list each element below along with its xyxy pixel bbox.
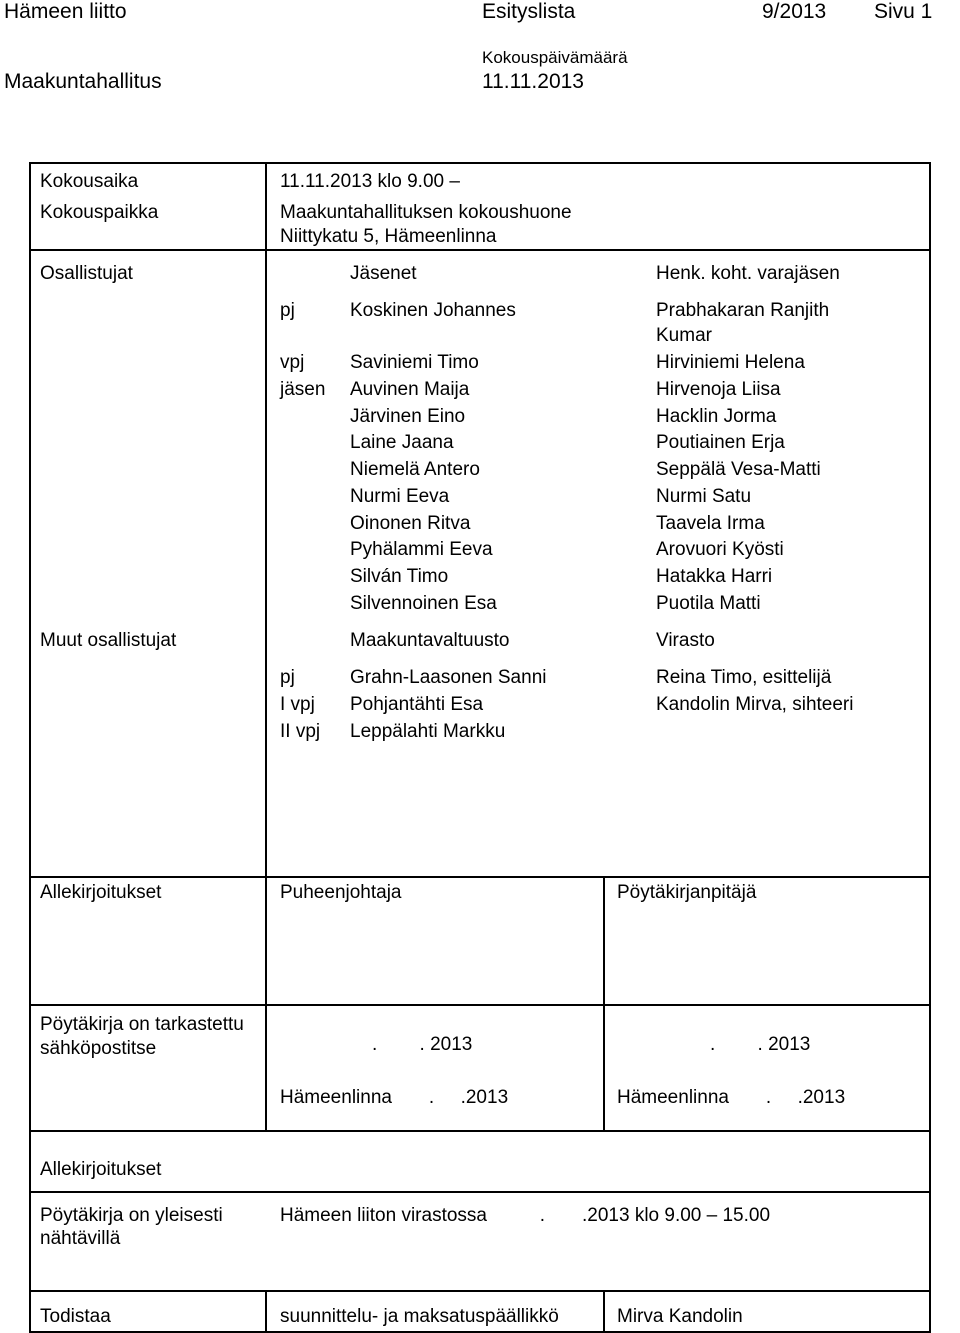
secretary-label: Pöytäkirjanpitäjä [617,882,757,903]
place-label: Kokouspaikka [40,202,159,223]
review-label-line2: sähköpostitse [40,1038,157,1059]
deputy-name: Seppälä Vesa-Matti [656,459,821,480]
role: vpj [280,352,305,373]
deputy-name: Hirvenoja Liisa [656,379,781,400]
member-name: Silván Timo [350,566,449,587]
deputy-name-cont: Kumar [656,325,712,346]
review-place-1: Hämeenlinna . .2013 [280,1087,509,1108]
others-label: Muut osallistujat [40,630,177,651]
council-name: Leppälahti Markku [350,721,506,742]
deputy-name: Arovuori Kyösti [656,539,784,560]
deputy-name: Hatakka Harri [656,566,773,587]
member-name: Laine Jaana [350,432,454,453]
member-name: Koskinen Johannes [350,300,516,321]
public-label-line2: nähtävillä [40,1228,121,1249]
certify-label: Todistaa [40,1306,111,1327]
member-name: Nurmi Eeva [350,486,450,507]
signatures-label-2: Allekirjoitukset [40,1159,162,1180]
meeting-date: 11.11.2013 [482,70,584,93]
member-name: Silvennoinen Esa [350,593,497,614]
time-value: 11.11.2013 klo 9.00 – [280,171,460,192]
office-header: Virasto [656,630,715,651]
body-name: Maakuntahallitus [4,70,162,93]
member-name: Auvinen Maija [350,379,470,400]
member-name: Pyhälammi Eeva [350,539,493,560]
certify-title: suunnittelu- ja maksatuspäällikkö [280,1306,559,1327]
review-date-2: . . 2013 [710,1034,811,1055]
council-name: Pohjantähti Esa [350,694,484,715]
review-date-1: . . 2013 [372,1034,473,1055]
deputy-name: Taavela Irma [656,513,765,534]
role: pj [280,300,295,321]
member-name: Järvinen Eino [350,406,466,427]
deputies-header: Henk. koht. varajäsen [656,263,840,284]
deputy-name: Puotila Matti [656,593,761,614]
member-name: Oinonen Ritva [350,513,471,534]
doc-type: Esityslista [482,0,576,23]
office-name: Reina Timo, esittelijä [656,667,832,688]
participants-label: Osallistujat [40,263,133,284]
council-name: Grahn-Laasonen Sanni [350,667,547,688]
org-name: Hämeen liitto [4,0,127,23]
role: I vpj [280,694,315,715]
signatures-label: Allekirjoitukset [40,882,162,903]
role: II vpj [280,721,321,742]
deputy-name: Hirviniemi Helena [656,352,805,373]
place-line1: Maakuntahallituksen kokoushuone [280,202,572,223]
role: pj [280,667,295,688]
member-name: Niemelä Antero [350,459,480,480]
public-value: Hämeen liiton virastossa . .2013 klo 9.00 – 15.00 [280,1205,771,1226]
deputy-name: Poutiainen Erja [656,432,785,453]
date-label: Kokouspäivämäärä [482,48,628,67]
time-label: Kokousaika [40,171,139,192]
chair-label: Puheenjohtaja [280,882,402,903]
public-label-line1: Pöytäkirja on yleisesti [40,1205,223,1226]
member-name: Saviniemi Timo [350,352,479,373]
office-name: Kandolin Mirva, sihteeri [656,694,854,715]
role: jäsen [280,379,326,400]
deputy-name: Hacklin Jorma [656,406,777,427]
members-header: Jäsenet [350,263,417,284]
deputy-name: Nurmi Satu [656,486,752,507]
council-header: Maakuntavaltuusto [350,630,510,651]
place-line2: Niittykatu 5, Hämeenlinna [280,226,497,247]
doc-number: 9/2013 [762,0,827,23]
review-place-2: Hämeenlinna . .2013 [617,1087,846,1108]
deputy-name: Prabhakaran Ranjith [656,300,830,321]
review-label-line1: Pöytäkirja on tarkastettu [40,1014,244,1035]
page-number: Sivu 1 [874,0,933,23]
certify-name: Mirva Kandolin [617,1306,743,1327]
